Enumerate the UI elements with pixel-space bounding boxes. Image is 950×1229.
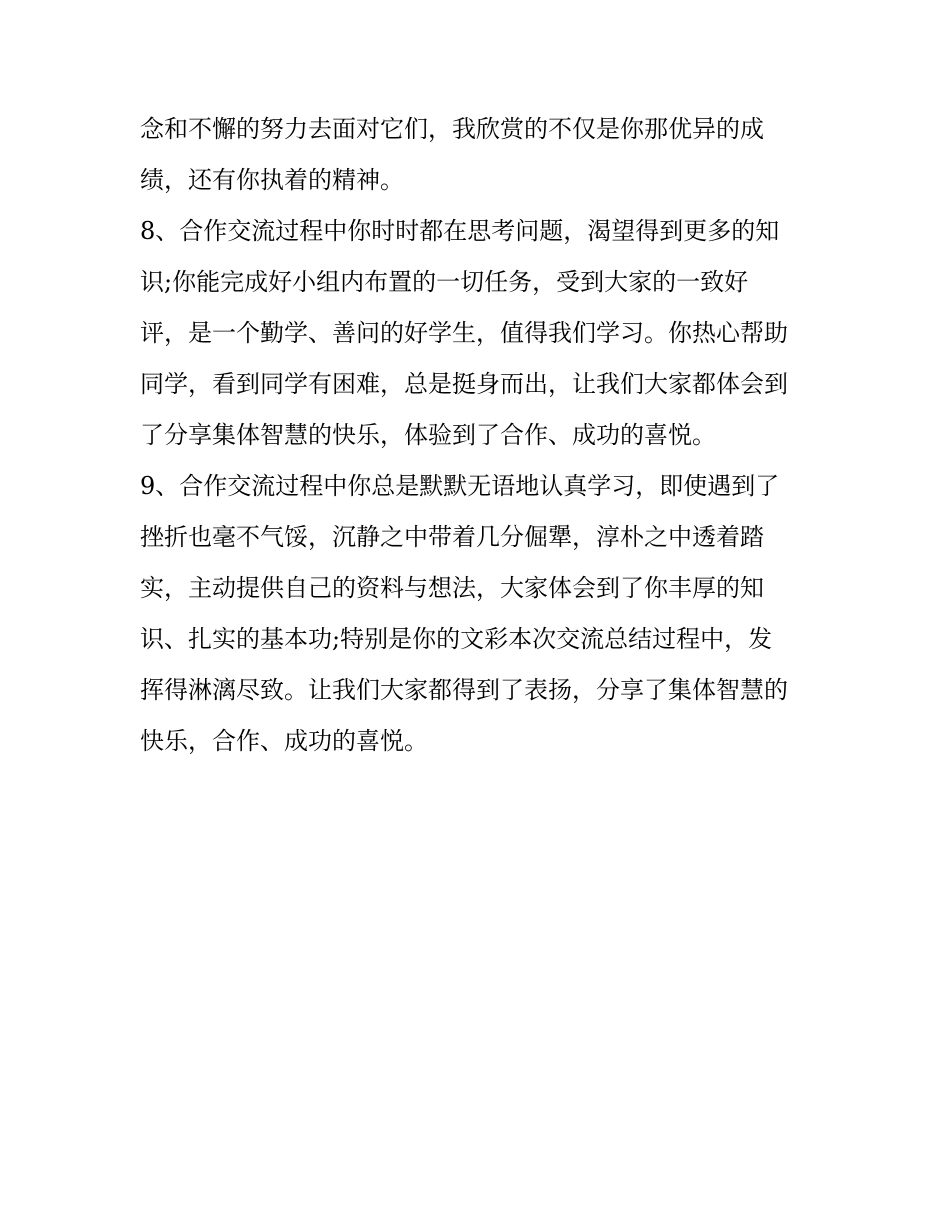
text-line: 快乐，合作、成功的喜悦。 xyxy=(140,727,428,755)
text-line: 识;你能完成好小组内布置的一切任务，受到大家的一致好 xyxy=(140,268,749,296)
text-line: 念和不懈的努力去面对它们，我欣赏的不仅是你那优异的成 xyxy=(140,115,764,143)
document-body xyxy=(140,104,820,767)
text-line: 8、合作交流过程中你时时都在思考问题，渴望得到更多的知 xyxy=(140,217,780,245)
text-line: 识、扎实的基本功;特别是你的文彩本次交流总结过程中，发 xyxy=(140,625,773,653)
text-line: 9、合作交流过程中你总是默默无语地认真学习，即使遇到了 xyxy=(140,472,780,500)
text-line: 了分享集体智慧的快乐，体验到了合作、成功的喜悦。 xyxy=(140,421,716,449)
text-line: 实，主动提供自己的资料与想法，大家体会到了你丰厚的知 xyxy=(140,574,764,602)
text-line: 同学，看到同学有困难，总是挺身而出，让我们大家都体会到 xyxy=(140,370,788,398)
text-line: 挫折也毫不气馁，沉静之中带着几分倔犟，淳朴之中透着踏 xyxy=(140,523,764,551)
text-line: 挥得淋漓尽致。让我们大家都得到了表扬，分享了集体智慧的 xyxy=(140,676,788,704)
text-line: 绩，还有你执着的精神。 xyxy=(140,166,404,194)
text-line: 评，是一个勤学、善问的好学生，值得我们学习。你热心帮助 xyxy=(140,319,788,347)
